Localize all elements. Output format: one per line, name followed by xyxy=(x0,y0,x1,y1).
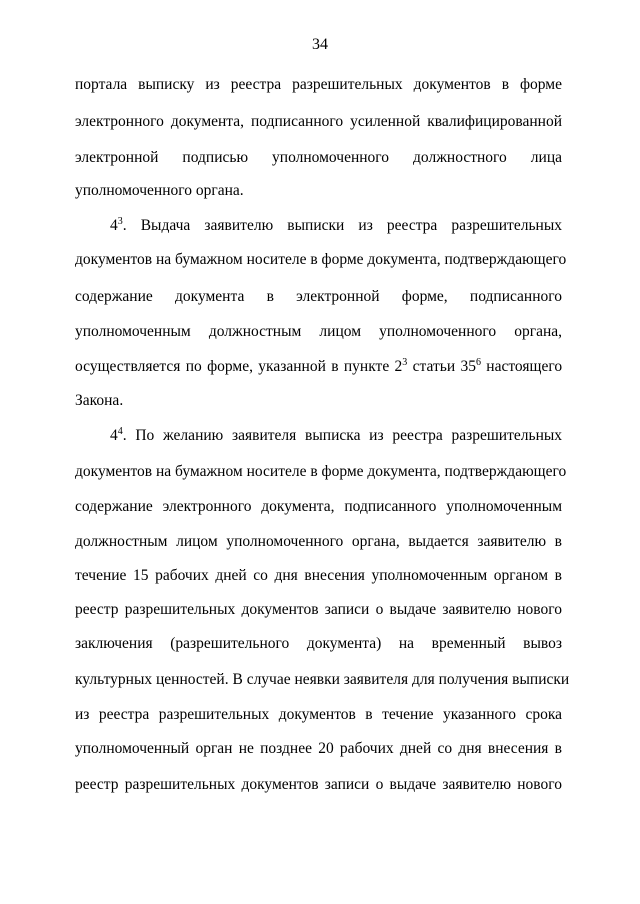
text-line: уполномоченного органа. xyxy=(75,182,244,199)
text-line: содержание электронного документа, подписанного уполномоченным xyxy=(75,498,562,515)
text-line: реестр разрешительных документов записи о выдаче заявителю нового xyxy=(75,776,562,793)
page-number: 34 xyxy=(312,36,328,53)
text-line: реестр разрешительных документов записи о выдаче заявителю нового xyxy=(75,601,562,618)
text-line: должностным лицом уполномоченного органа, выдается заявителю в xyxy=(75,533,562,550)
text-line: документов на бумажном носителе в форме документа, подтверждающего xyxy=(75,463,567,480)
text-line: из реестра разрешительных документов в течение указанного срока xyxy=(75,706,562,723)
text-line: документов на бумажном носителе в форме документа, подтверждающего xyxy=(75,251,567,268)
paragraph-4-3-first-line: $4^3$. Выдача заявителю выписки из реестра разрешительных xyxy=(110,216,562,234)
text-line: электронной подписью уполномоченного должностного лица xyxy=(75,149,562,166)
text-line: уполномоченный орган не позднее 20 рабочих дней со дня внесения в xyxy=(75,740,562,757)
text-line: электронного документа, подписанного усиленной квалифицированной xyxy=(75,113,562,130)
text-line: течение 15 рабочих дней со дня внесения уполномоченным органом в xyxy=(75,567,562,584)
paragraph-4-4-first-line: $4^4$. По желанию заявителя выписка из реестра разрешительных xyxy=(110,426,563,444)
text-line: Закона. xyxy=(75,392,124,409)
text-line: заключения (разрешительного документа) на временный вывоз xyxy=(75,635,562,652)
text-line: уполномоченным должностным лицом уполномоченного органа, xyxy=(75,323,562,340)
text-line: осуществляется по форме, указанной в пункте $2^3$ статьи $35^6$ настоящего xyxy=(75,357,563,375)
text-line: портала выписку из реестра разрешительных документов в форме xyxy=(75,76,562,93)
text-line: содержание документа в электронной форме, подписанного xyxy=(75,288,562,305)
text-line: культурных ценностей. В случае неявки заявителя для получения выписки xyxy=(75,671,570,688)
